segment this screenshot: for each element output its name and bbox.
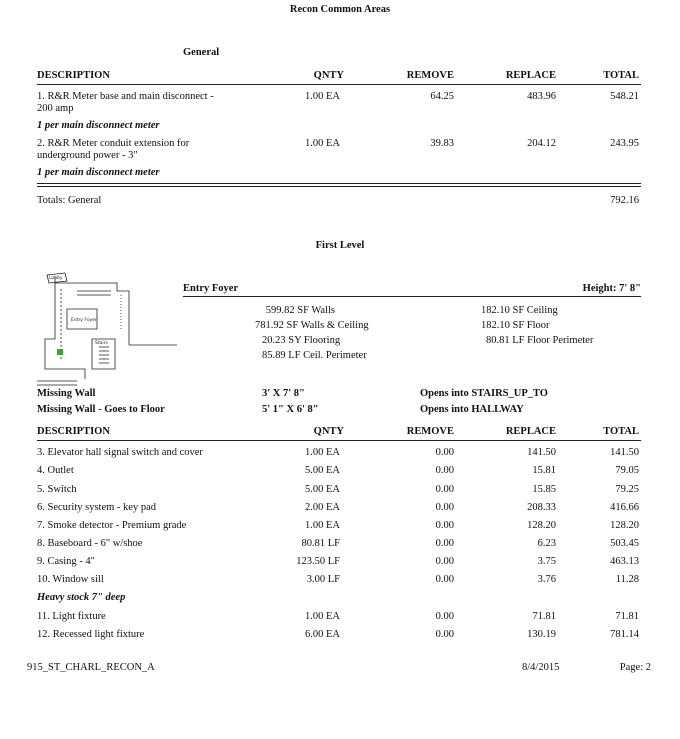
item-replace: 204.12: [527, 138, 556, 149]
header-divider: [37, 440, 641, 441]
col-header-remove: REMOVE: [406, 70, 454, 81]
missing-wall-size: 5' 1" X 6' 8": [262, 404, 319, 415]
item-replace: 3.75: [537, 556, 556, 567]
item-qnty: 1.00 EA: [305, 138, 340, 149]
item-qnty: 123.50 LF: [296, 556, 340, 567]
item-remove: 0.00: [435, 611, 454, 622]
item-total: 11.28: [615, 574, 639, 585]
item-replace: 15.81: [532, 465, 556, 476]
item-replace: 483.96: [527, 91, 556, 102]
item-total: 503.45: [610, 538, 639, 549]
item-description: 10. Window sill: [37, 574, 104, 585]
item-qnty: 2.00 EA: [305, 502, 340, 513]
item-description: 1. R&R Meter base and main disconnect -: [37, 91, 214, 102]
measurement: 20.23 SY Flooring: [262, 335, 341, 346]
item-description: 3. Elevator hall signal switch and cover: [37, 447, 203, 458]
section-heading-first-level: First Level: [315, 240, 365, 251]
item-total: 141.50: [610, 447, 639, 458]
item-total: 548.21: [610, 91, 639, 102]
item-replace: 3.76: [537, 574, 556, 585]
col-header-replace: REPLACE: [505, 426, 556, 437]
item-remove: 0.00: [435, 629, 454, 640]
measurement: 80.81 LF Floor Perimeter: [486, 335, 594, 346]
footer-page: Page: 2: [619, 662, 651, 673]
col-header-qnty: QNTY: [313, 70, 344, 81]
footer-file: 915_ST_CHARL_RECON_A: [27, 662, 155, 673]
sketch-marker-icon: [57, 349, 63, 355]
item-note: Heavy stock 7" deep: [37, 592, 126, 603]
sketch-label: Entry Foyer: [71, 318, 97, 323]
item-total: 128.20: [610, 520, 639, 531]
col-header-qnty: QNTY: [313, 426, 344, 437]
header-divider: [37, 84, 641, 85]
missing-wall-label: Missing Wall - Goes to Floor: [37, 404, 165, 415]
item-total: 79.25: [615, 484, 639, 495]
floor-plan-sketch: [37, 269, 177, 387]
item-qnty: 5.00 EA: [305, 484, 340, 495]
item-total: 416.66: [610, 502, 639, 513]
item-qnty: 1.00 EA: [305, 520, 340, 531]
item-description: 9. Casing - 4": [37, 556, 95, 567]
item-total: 71.81: [615, 611, 639, 622]
totals-value: 792.16: [610, 195, 639, 206]
measurement: 85.89 LF Ceil. Perimeter: [262, 350, 367, 361]
sketch-label: Lobby: [49, 276, 63, 281]
item-description: 5. Switch: [37, 484, 77, 495]
footer-date: 8/4/2015: [522, 662, 560, 673]
item-description: 7. Smoke detector - Premium grade: [37, 520, 187, 531]
item-remove: 0.00: [435, 556, 454, 567]
item-qnty: 80.81 LF: [301, 538, 340, 549]
item-remove: 0.00: [435, 484, 454, 495]
item-description: 6. Security system - key pad: [37, 502, 156, 513]
col-header-replace: REPLACE: [505, 70, 556, 81]
col-header-total: TOTAL: [603, 426, 639, 437]
measurement: 182.10 SF Ceiling: [481, 305, 558, 316]
item-remove: 0.00: [435, 520, 454, 531]
col-header-description: DESCRIPTION: [37, 426, 110, 437]
room-height: Height: 7' 8": [582, 283, 641, 294]
page-title: Recon Common Areas: [289, 4, 391, 15]
item-description-cont: 200 amp: [37, 103, 74, 114]
missing-wall-size: 3' X 7' 8": [262, 388, 305, 399]
item-replace: 6.23: [537, 538, 556, 549]
totals-label: Totals: General: [37, 195, 102, 206]
missing-wall-label: Missing Wall: [37, 388, 96, 399]
item-total: 243.95: [610, 138, 639, 149]
item-description: 12. Recessed light fixture: [37, 629, 145, 640]
item-description-cont: underground power - 3": [37, 150, 138, 161]
item-description: 11. Light fixture: [37, 611, 106, 622]
col-header-total: TOTAL: [603, 70, 639, 81]
item-replace: 130.19: [527, 629, 556, 640]
col-header-remove: REMOVE: [406, 426, 454, 437]
item-total: 781.14: [610, 629, 639, 640]
totals-divider-2: [37, 186, 641, 187]
room-divider: [183, 296, 641, 297]
item-qnty: 3.00 LF: [306, 574, 340, 585]
item-qnty: 6.00 EA: [305, 629, 340, 640]
sketch-label: Stairs: [95, 341, 108, 346]
measurement: 599.82 SF Walls: [265, 305, 335, 316]
item-replace: 128.20: [527, 520, 556, 531]
measurement: 781.92 SF Walls & Ceiling: [255, 320, 369, 331]
item-remove: 0.00: [435, 574, 454, 585]
item-replace: 71.81: [532, 611, 556, 622]
item-note: 1 per main disconnect meter: [37, 167, 160, 178]
section-heading-general: General: [183, 47, 220, 58]
item-qnty: 1.00 EA: [305, 611, 340, 622]
item-qnty: 1.00 EA: [305, 91, 340, 102]
item-remove: 0.00: [435, 447, 454, 458]
item-description: 8. Baseboard - 6" w/shoe: [37, 538, 143, 549]
missing-wall-opens: Opens into STAIRS_UP_TO: [420, 388, 548, 399]
missing-wall-opens: Opens into HALLWAY: [420, 404, 524, 415]
item-remove: 0.00: [435, 538, 454, 549]
item-qnty: 1.00 EA: [305, 447, 340, 458]
item-qnty: 5.00 EA: [305, 465, 340, 476]
col-header-description: DESCRIPTION: [37, 70, 110, 81]
item-replace: 15.85: [532, 484, 556, 495]
item-remove: 39.83: [430, 138, 454, 149]
item-replace: 141.50: [527, 447, 556, 458]
item-remove: 64.25: [430, 91, 454, 102]
room-name: Entry Foyer: [183, 283, 239, 294]
item-remove: 0.00: [435, 502, 454, 513]
item-remove: 0.00: [435, 465, 454, 476]
item-note: 1 per main disconnect meter: [37, 120, 160, 131]
item-total: 463.13: [610, 556, 639, 567]
totals-divider-1: [37, 183, 641, 184]
item-total: 79.05: [615, 465, 639, 476]
item-description: 2. R&R Meter conduit extension for: [37, 138, 190, 149]
item-replace: 208.33: [527, 502, 556, 513]
measurement: 182.10 SF Floor: [481, 320, 550, 331]
item-description: 4. Outlet: [37, 465, 74, 476]
